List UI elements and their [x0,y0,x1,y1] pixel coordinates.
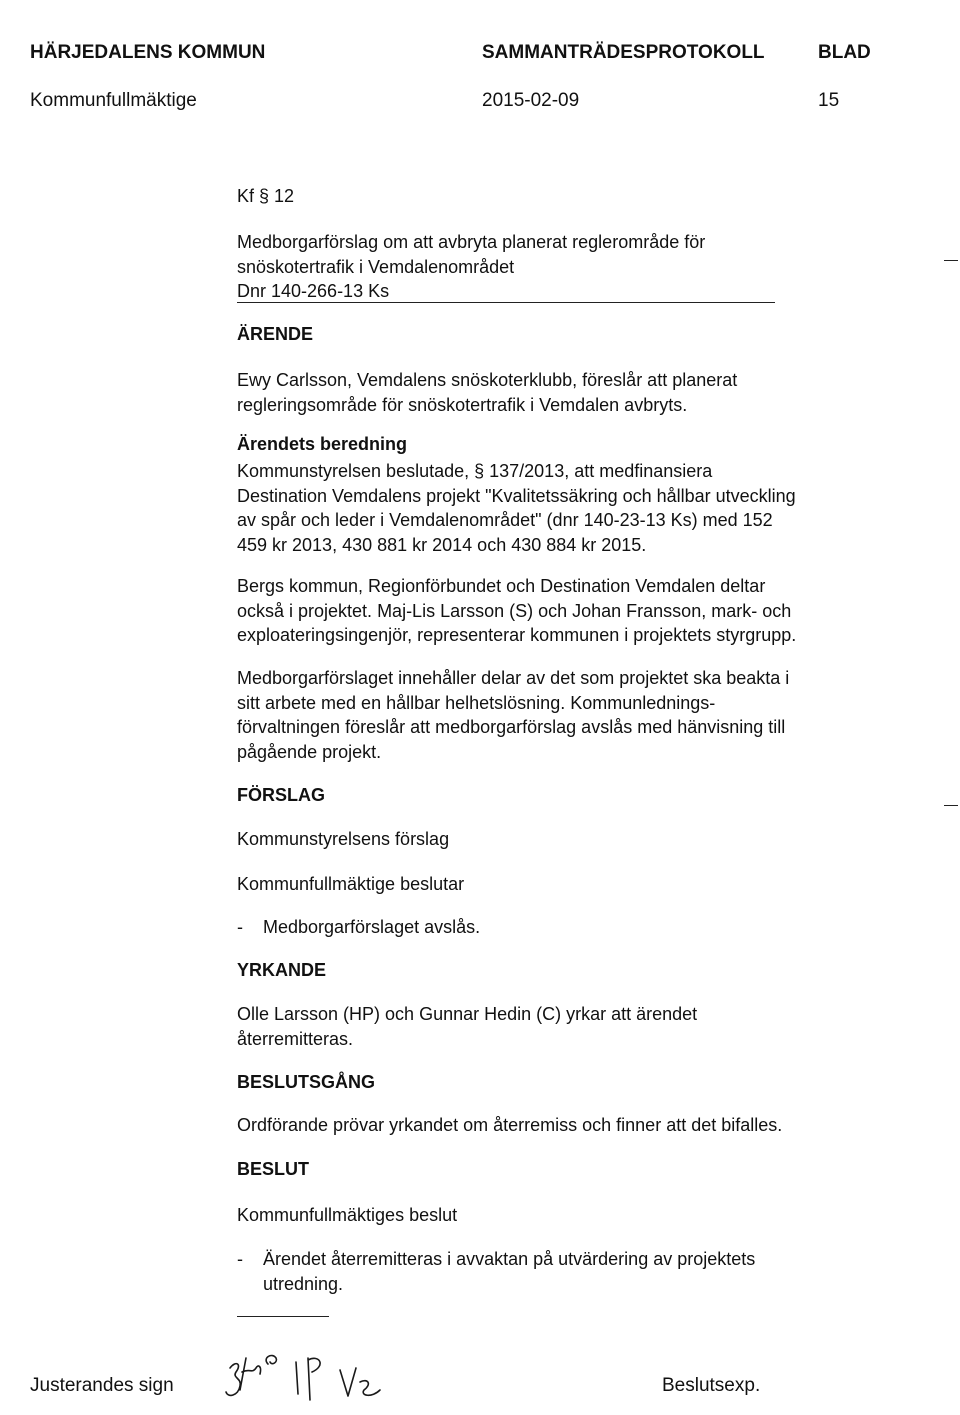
beslut-label: Kommunfullmäktiges beslut [237,1205,458,1225]
beslut-heading: BESLUT [237,1159,309,1179]
yrkande-text [237,1002,897,1051]
text-line: exploateringsingenjör, representerar kommunen i projektets styrgrupp. [237,625,797,645]
meeting-date: 2015-02-09 [482,90,580,111]
text-line: Kommunstyrelsen beslutade, § 137/2013, att medfinansiera [237,461,713,481]
closing-rule [237,1316,329,1317]
text-line: regleringsområde för snöskotertrafik i Vemdalen avbryts. [237,394,688,415]
text-line: Destination Vemdalens projekt "Kvalitetssäkring och hållbar utveckling [237,485,796,506]
kf-beslutar-label: Kommunfullmäktige beslutar [237,874,465,894]
page-number: 15 [818,90,840,111]
ks-forslag-label: Kommunstyrelsens förslag [237,829,450,849]
forslag-heading: FÖRSLAG [237,785,325,805]
beredning-paragraph-3 [237,666,897,764]
beslutsgang-text: Ordförande prövar yrkandet om återremiss och finner att det bifalles. [237,1115,783,1135]
arende-heading: ÄRENDE [237,324,314,344]
bullet-dash: - [237,917,243,937]
protocol-title: SAMMANTRÄDESPROTOKOLL [482,42,765,63]
text-line: sitt arbete med en hållbar helhetslösning. Kommunlednings- [237,692,716,713]
beslutsexp-label: Beslutsexp. [662,1375,761,1396]
beslutsgang-heading: BESLUTSGÅNG [237,1072,376,1092]
title-underline [237,302,775,303]
beredning-paragraph-1 [237,459,897,557]
beredning-heading: Ärendets beredning [237,434,408,454]
municipality-name: HÄRJEDALENS KOMMUN [30,42,266,63]
text-line: 459 kr 2013, 430 881 kr 2014 och 430 884 kr 2015. [237,534,647,555]
section-title [237,230,897,304]
text-line: förvaltningen föreslår att medborgarförslag avslås med hänvisning till [237,717,786,737]
text-line: utredning. [263,1273,344,1294]
diary-number: Dnr 140-266-13 Ks [237,281,390,301]
justerandes-sign-label: Justerandes sign [30,1375,174,1396]
yrkande-heading: YRKANDE [237,960,327,980]
text-line: Ewy Carlsson, Vemdalens snöskoterklubb, föreslår att planerat [237,370,738,390]
blad-label: BLAD [818,42,871,63]
text-line: pågående projekt. [237,741,382,762]
handwritten-signature [212,1338,412,1408]
text-line: Bergs kommun, Regionförbundet och Destination Vemdalen deltar [237,576,766,596]
text-line: av spår och leder i Vemdalenområdet" (dnr 140-23-13 Ks) med 152 [237,510,773,530]
margin-mark [944,805,958,806]
section-title-line: snöskotertrafik i Vemdalenområdet [237,256,515,277]
text-line: Ärendet återremitteras i avvaktan på utvärdering av projektets [263,1249,756,1269]
text-line: Medborgarförslaget innehåller delar av det som projektet ska beakta i [237,668,790,688]
beredning-paragraph-2 [237,574,897,648]
text-line: återremitteras. [237,1028,354,1049]
arende-text [237,368,897,417]
body-name: Kommunfullmäktige [30,90,197,111]
section-title-line: Medborgarförslag om att avbryta planerat reglerområde för [237,232,706,252]
beslut-item-text [263,1247,903,1296]
text-line: Olle Larsson (HP) och Gunnar Hedin (C) yrkar att ärendet [237,1004,698,1024]
forslag-item-text: Medborgarförslaget avslås. [263,917,481,937]
paragraph-reference: Kf § 12 [237,186,295,206]
text-line: också i projektet. Maj-Lis Larsson (S) och Johan Fransson, mark- och [237,600,792,621]
margin-mark [944,260,958,261]
bullet-dash: - [237,1249,243,1269]
